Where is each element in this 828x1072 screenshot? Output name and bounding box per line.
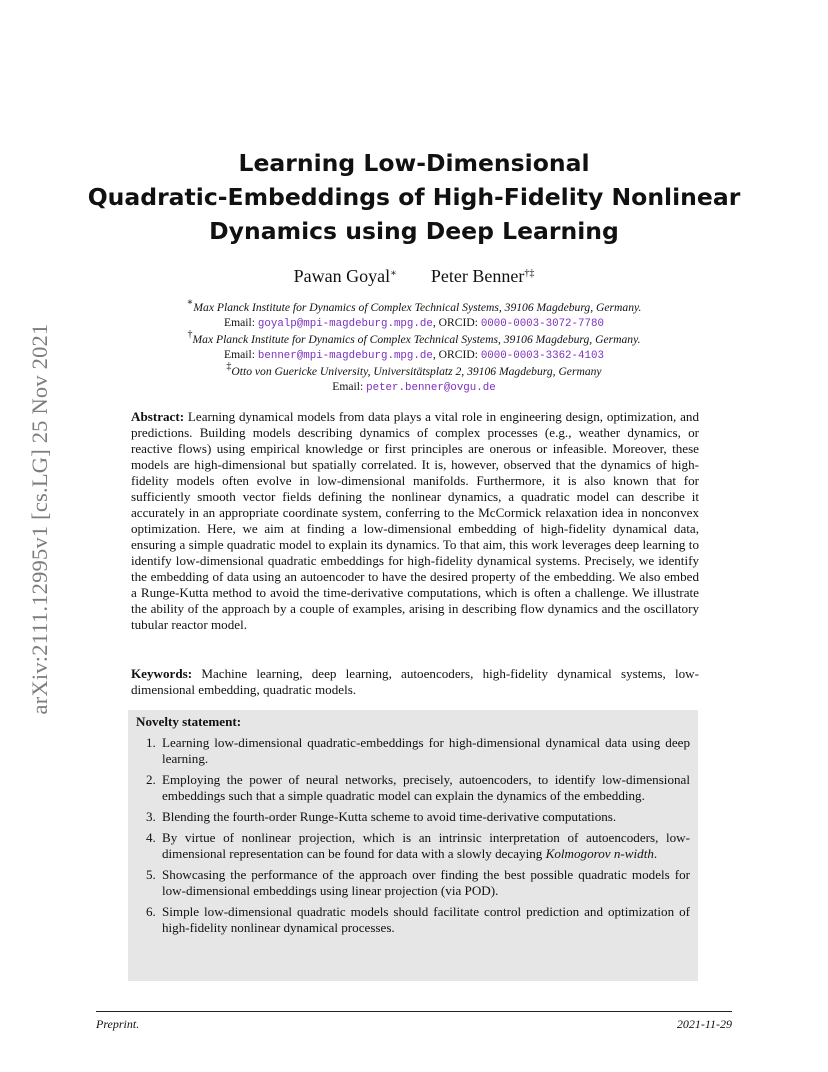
- list-item: [136, 867, 690, 899]
- novelty-statement-box: [128, 710, 698, 981]
- title-line: Learning Low-Dimensional: [238, 149, 590, 177]
- arxiv-identifier-stamp: [22, 278, 58, 760]
- item-tail: .: [653, 846, 658, 861]
- footer-date: 2021-11-29: [676, 1017, 732, 1031]
- orcid-label: ORCID:: [438, 316, 478, 330]
- item-number: 3.: [146, 809, 156, 824]
- orcid-link[interactable]: 0000-0003-3072-7780: [480, 318, 604, 331]
- item-emphasis: Kolmogorov n-width: [545, 846, 654, 861]
- institution-name: Max Planck Institute for Dynamics of Complex Technical Systems, 39106 Magdeburg, Germany.: [192, 333, 641, 347]
- author: [431, 266, 534, 286]
- keywords-label: Keywords:: [131, 666, 193, 681]
- list-item: [136, 735, 690, 767]
- list-item: [136, 904, 690, 936]
- affiliation-mark: †: [187, 329, 193, 341]
- footer-preprint-label: Preprint.: [96, 1017, 140, 1031]
- author-mark: ∗: [390, 268, 397, 279]
- orcid-link[interactable]: 0000-0003-3362-4103: [480, 350, 604, 363]
- affiliation-institution: [100, 361, 728, 379]
- email-link[interactable]: goyalp@mpi-magdeburg.mpg.de: [257, 318, 433, 331]
- affiliation-contact: Email: benner@mpi-magdeburg.mpg.de, ORCID: 0000-0003-3362-4103: [224, 348, 604, 363]
- novelty-heading: Novelty statement:: [136, 714, 242, 729]
- author-mark: †‡: [524, 268, 535, 279]
- title-line: Quadratic-Embeddings of High-Fidelity Nonlinear: [87, 183, 741, 211]
- abstract-label: Abstract:: [131, 409, 185, 424]
- item-text: Learning low-dimensional quadratic-embeddings for high-dimensional dynamical data using deep learning.: [162, 735, 690, 766]
- title-line: Dynamics using Deep Learning: [209, 217, 619, 245]
- list-item: [136, 772, 690, 804]
- list-item: [136, 809, 690, 825]
- affiliations: [100, 297, 728, 397]
- email-label: Email:: [224, 348, 255, 362]
- item-text: Employing the power of neural networks, precisely, autoencoders, to identify low-dimensional embeddings such that a simple quadratic model can explain the dynamics of the embedding.: [162, 772, 690, 803]
- novelty-list: [136, 735, 690, 936]
- keywords: [131, 666, 699, 698]
- email-link[interactable]: peter.benner@ovgu.de: [366, 382, 496, 395]
- institution-name: Otto von Guericke University, Universitätsplatz 2, 39106 Magdeburg, Germany: [231, 365, 602, 379]
- affiliation-institution: [100, 297, 728, 315]
- list-item: [136, 830, 690, 862]
- author-list: [100, 263, 728, 289]
- orcid-label: ORCID:: [438, 348, 478, 362]
- item-number: 1.: [146, 735, 156, 750]
- email-label: Email:: [332, 380, 364, 394]
- abstract: [131, 409, 699, 633]
- author-name: Pawan Goyal: [293, 266, 391, 286]
- item-text: By virtue of nonlinear projection, which is an intrinsic interpretation of autoencoders, low-dimensional representation can be found for data with a slowly decaying: [162, 830, 690, 861]
- item-text: Blending the fourth-order Runge-Kutta scheme to avoid time-derivative computations.: [162, 809, 617, 824]
- item-text: Simple low-dimensional quadratic models should facilitate control prediction and optimization of high-fidelity nonlinear dynamical processes.: [162, 904, 690, 935]
- affiliation-institution: [100, 329, 728, 347]
- arxiv-identifier-text: arXiv:2111.12995v1 [cs.LG] 25 Nov 2021: [27, 323, 52, 715]
- abstract-text: Learning dynamical models from data plays a vital role in engineering design, optimization, and predictions. Building models describing dynamics of complex processes (e.g., weather dynamics, or reactive flows) using empirical knowledge or first principles are onerous or infeasible. Moreover, these models are high-dimensional but spatially correlated. It is, however, observed that the dynamics of high-fidelity models often evolve in low-dimensional manifolds. Furthermore, it is also known that for sufficiently smooth vector fields defining the nonlinear dynamics, a quadratic model can describe it accurately in an appropriate coordinate system, conferring to the McCormick relaxation idea in nonconvex optimization. Here, we aim at finding a low-dimensional embedding of high-fidelity dynamical data, ensuring a simple quadratic model to explain its dynamics. To that aim, this work leverages deep learning to identify low-dimensional quadratic embeddings for high-fidelity dynamical systems. Precisely, we identify the embedding of data using an autoencoder to have the desired property of the embedding. We also embed a Runge-Kutta method to avoid the time-derivative computations, which is often a challenge. We illustrate the ability of the approach by a couple of examples, arising in describing flow dynamics and the oscillatory tubular reactor model.: [131, 409, 699, 632]
- email-label: Email:: [224, 316, 255, 330]
- item-number: 4.: [146, 830, 156, 845]
- keywords-text: Machine learning, deep learning, autoencoders, high-fidelity dynamical systems, low-dimensional embedding, quadratic models.: [131, 666, 699, 697]
- affiliation-contact: Email: goyalp@mpi-magdeburg.mpg.de, ORCID: 0000-0003-3072-7780: [224, 316, 604, 331]
- affiliation-contact: [100, 379, 728, 396]
- paper-title: [80, 146, 748, 248]
- item-number: 2.: [146, 772, 156, 787]
- institution-name: Max Planck Institute for Dynamics of Complex Technical Systems, 39106 Magdeburg, Germany.: [193, 301, 642, 314]
- footer-divider: [96, 1011, 732, 1012]
- author-name: Peter Benner: [430, 266, 525, 286]
- item-text: Showcasing the performance of the approach over finding the best possible quadratic models for low-dimensional embeddings using linear projection (via POD).: [162, 867, 690, 898]
- affiliation-mark: ∗: [186, 297, 194, 308]
- affiliation-mark: ‡: [226, 361, 232, 373]
- author: [294, 266, 397, 286]
- email-link[interactable]: benner@mpi-magdeburg.mpg.de: [257, 350, 433, 363]
- item-number: 6.: [146, 904, 156, 919]
- item-number: 5.: [146, 867, 156, 882]
